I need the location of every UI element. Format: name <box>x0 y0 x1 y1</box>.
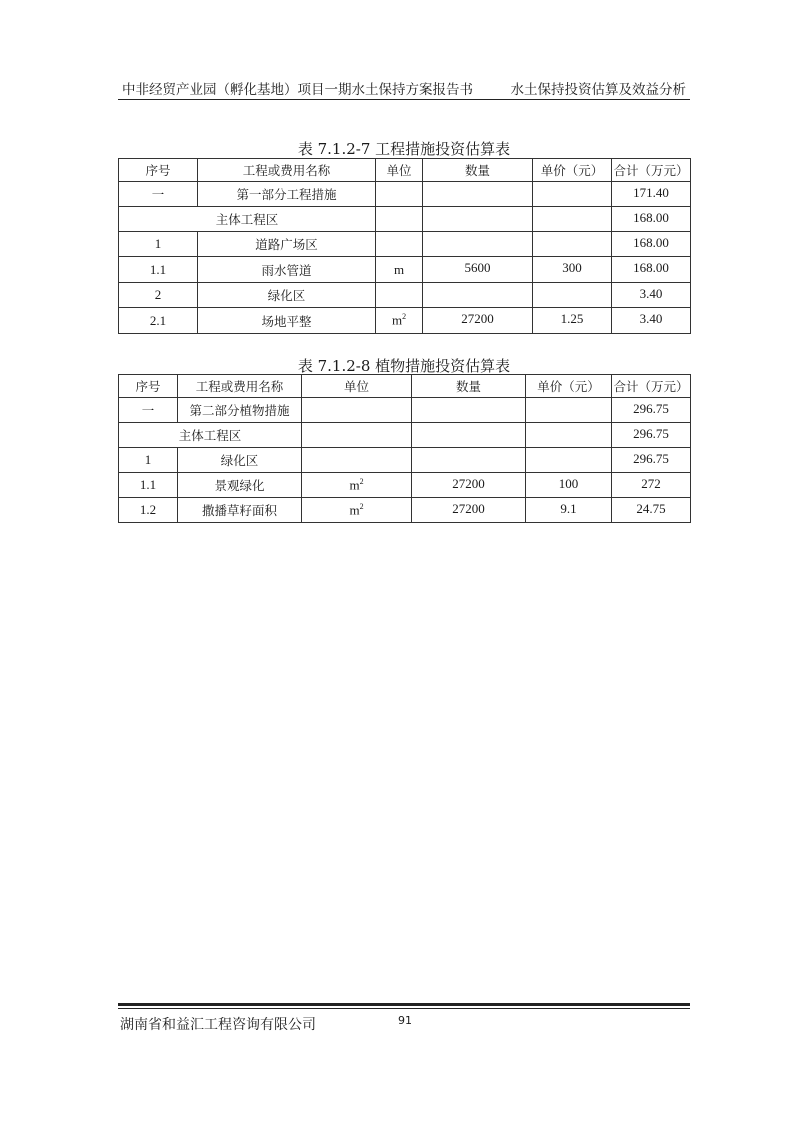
table-header-row <box>119 375 691 398</box>
table-row <box>119 283 691 308</box>
table-row <box>119 423 691 448</box>
quantity-cell <box>423 232 533 257</box>
item-name: 撒播草籽面积 <box>178 498 302 523</box>
item-name: 绿化区 <box>178 448 302 473</box>
page-number: 91 <box>398 1014 412 1027</box>
quantity-cell <box>423 283 533 308</box>
unit-cell <box>376 182 423 207</box>
quantity-cell <box>412 448 526 473</box>
column-header: 工程或费用名称 <box>198 159 376 182</box>
unit-cell <box>302 473 412 498</box>
item-name: 第一部分工程措施 <box>198 182 376 207</box>
column-header: 单位 <box>302 375 412 398</box>
unit-base: m <box>349 477 360 493</box>
total-cell: 3.40 <box>612 308 691 334</box>
column-header: 单位 <box>376 159 423 182</box>
row-number: 一 <box>119 182 198 207</box>
price-cell: 1.25 <box>533 308 612 334</box>
unit-cell <box>376 283 423 308</box>
unit-superscript: 2 <box>402 312 407 322</box>
column-header: 序号 <box>119 159 198 182</box>
table2-caption: 表 7.1.2-8 植物措施投资估算表 <box>297 357 511 375</box>
footer-rule-thin <box>118 1008 690 1009</box>
table-row <box>119 182 691 207</box>
item-name: 第二部分植物措施 <box>178 398 302 423</box>
item-name: 景观绿化 <box>178 473 302 498</box>
column-header: 工程或费用名称 <box>178 375 302 398</box>
quantity-cell: 27200 <box>412 473 526 498</box>
plant-measures-table <box>118 374 691 523</box>
item-name: 道路广场区 <box>198 232 376 257</box>
table1-caption: 表 7.1.2-7 工程措施投资估算表 <box>297 140 511 158</box>
total-cell: 272 <box>612 473 691 498</box>
unit-cell <box>302 448 412 473</box>
unit-cell <box>376 308 423 334</box>
table-row <box>119 448 691 473</box>
page-header <box>118 76 690 98</box>
price-cell <box>526 448 612 473</box>
unit-cell <box>376 207 423 232</box>
unit-cell <box>302 398 412 423</box>
column-header: 数量 <box>423 159 533 182</box>
row-number: 一 <box>119 398 178 423</box>
price-cell <box>533 232 612 257</box>
row-number: 1 <box>119 448 178 473</box>
quantity-cell <box>412 423 526 448</box>
unit-cell <box>376 232 423 257</box>
quantity-cell <box>412 398 526 423</box>
quantity-cell: 5600 <box>423 257 533 283</box>
header-document-title: 中非经贸产业园（孵化基地）项目一期水土保持方案报告书 <box>122 82 473 98</box>
section-name: 主体工程区 <box>119 207 376 232</box>
header-chapter-title: 水土保持投资估算及效益分析 <box>510 82 686 98</box>
total-cell: 168.00 <box>612 232 691 257</box>
total-cell: 296.75 <box>612 448 691 473</box>
table-row <box>119 308 691 334</box>
table-row <box>119 207 691 232</box>
table-row <box>119 232 691 257</box>
section-name: 主体工程区 <box>119 423 302 448</box>
quantity-cell: 27200 <box>412 498 526 523</box>
column-header: 序号 <box>119 375 178 398</box>
price-cell: 9.1 <box>526 498 612 523</box>
engineering-measures-table <box>118 158 691 334</box>
table-header-row <box>119 159 691 182</box>
row-number: 2.1 <box>119 308 198 334</box>
header-rule <box>118 99 690 100</box>
column-header: 单价（元） <box>533 159 612 182</box>
unit-base: m <box>391 312 403 328</box>
column-header: 合计（万元） <box>612 375 691 398</box>
unit-cell: m <box>376 257 423 283</box>
row-number: 2 <box>119 283 198 308</box>
price-cell <box>533 207 612 232</box>
total-cell: 296.75 <box>612 423 691 448</box>
item-name: 场地平整 <box>198 308 376 334</box>
price-cell <box>533 182 612 207</box>
total-cell: 168.00 <box>612 257 691 283</box>
total-cell: 171.40 <box>612 182 691 207</box>
price-cell <box>533 283 612 308</box>
total-cell: 296.75 <box>612 398 691 423</box>
column-header: 数量 <box>412 375 526 398</box>
price-cell <box>526 423 612 448</box>
table-row <box>119 498 691 523</box>
row-number: 1.1 <box>119 473 178 498</box>
unit-cell <box>302 498 412 523</box>
unit-base: m <box>349 502 360 518</box>
footer-company: 湖南省和益汇工程咨询有限公司 <box>120 1017 316 1033</box>
total-cell: 24.75 <box>612 498 691 523</box>
price-cell <box>526 398 612 423</box>
quantity-cell <box>423 182 533 207</box>
table-row <box>119 257 691 283</box>
column-header: 单价（元） <box>526 375 612 398</box>
table-row <box>119 398 691 423</box>
unit-superscript: 2 <box>359 476 364 486</box>
unit-superscript: 2 <box>359 501 364 511</box>
total-cell: 3.40 <box>612 283 691 308</box>
quantity-cell <box>423 207 533 232</box>
item-name: 雨水管道 <box>198 257 376 283</box>
column-header: 合计（万元） <box>612 159 691 182</box>
unit-cell <box>302 423 412 448</box>
row-number: 1 <box>119 232 198 257</box>
row-number: 1.2 <box>119 498 178 523</box>
price-cell: 100 <box>526 473 612 498</box>
total-cell: 168.00 <box>612 207 691 232</box>
price-cell: 300 <box>533 257 612 283</box>
table-row <box>119 473 691 498</box>
quantity-cell: 27200 <box>423 308 533 334</box>
footer-rule-thick <box>118 1003 690 1006</box>
item-name: 绿化区 <box>198 283 376 308</box>
row-number: 1.1 <box>119 257 198 283</box>
